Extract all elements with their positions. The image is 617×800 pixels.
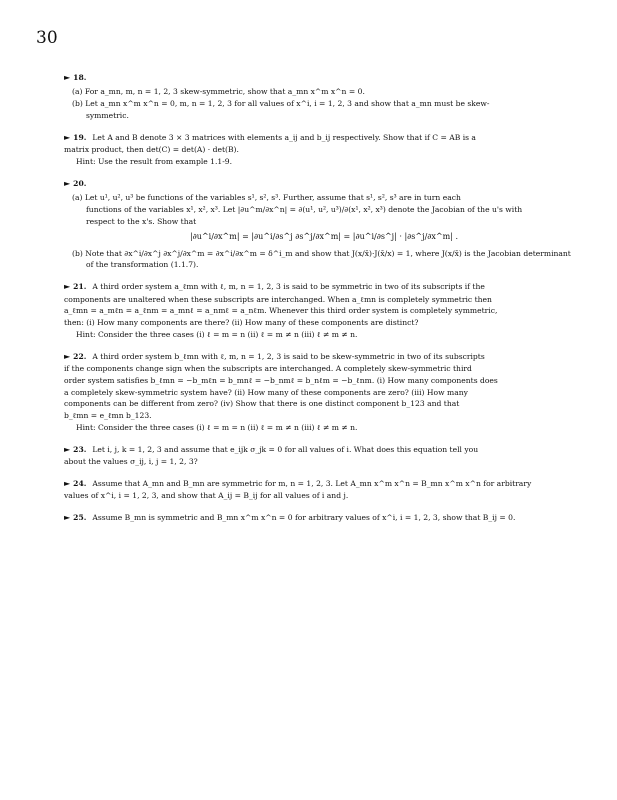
problem-number: 23. bbox=[73, 444, 87, 454]
problem-number: 21. bbox=[73, 282, 87, 292]
problem-24 bbox=[64, 478, 584, 502]
problem-number: 24. bbox=[73, 478, 87, 488]
problem-text: functions of the variables x¹, x², x³. Let |∂u^m/∂x^n| = ∂(u¹, u², u³)/∂(x¹, x², x³) denote the Jacobian of the u's with bbox=[86, 204, 523, 214]
problem-text: A third order system a_ℓmn with ℓ, m, n = 1, 2, 3 is said to be symmetric in two of its subscripts if the bbox=[92, 282, 485, 292]
problem-text: Assume B_mn is symmetric and B_mn x^m x^n = 0 for arbitrary values of x^i, i = 1, 2, 3, show that B_ij = 0. bbox=[92, 512, 516, 522]
pointer-icon: ► bbox=[64, 132, 71, 142]
problem-number: 20. bbox=[73, 178, 87, 188]
problem-text: values of x^i, i = 1, 2, 3, and show that A_ij = B_ij for all values of i and j. bbox=[64, 491, 349, 501]
problem-22 bbox=[64, 351, 584, 434]
problem-text: about the values σ_ij, i, j = 1, 2, 3? bbox=[64, 457, 198, 467]
problem-18 bbox=[64, 72, 584, 122]
pointer-icon: ► bbox=[64, 282, 71, 292]
page-number: 30 bbox=[36, 28, 58, 48]
problem-text: (b) Let a_mn x^m x^n = 0, m, n = 1, 2, 3 for all values of x^i, i = 1, 2, 3 and show that a_mn must be skew- bbox=[72, 99, 490, 109]
problem-text: components can be different from zero? (iv) Show that there is one distinct component b_123 and that bbox=[64, 399, 460, 409]
problem-19 bbox=[64, 132, 584, 168]
hint-text: Hint: Consider the three cases (i) ℓ = m = n (ii) ℓ = m ≠ n (iii) ℓ ≠ m ≠ n. bbox=[76, 329, 358, 339]
problem-text: Let i, j, k = 1, 2, 3 and assume that e_ijk σ_jk = 0 for all values of i. What does this equation tell you bbox=[92, 444, 479, 454]
problem-list bbox=[64, 72, 584, 534]
problem-number: 18. bbox=[73, 73, 87, 82]
problem-21 bbox=[64, 281, 584, 340]
problem-text: matrix product, then det(C) = det(A) · det(B). bbox=[64, 145, 239, 155]
problem-23 bbox=[64, 444, 584, 468]
hint-text: Hint: Consider the three cases (i) ℓ = m = n (ii) ℓ = m ≠ n (iii) ℓ ≠ m ≠ n. bbox=[76, 422, 358, 432]
problem-text: of the transformation (1.1.7). bbox=[86, 260, 199, 270]
problem-text: (a) For a_mn, m, n = 1, 2, 3 skew-symmetric, show that a_mn x^m x^n = 0. bbox=[72, 87, 365, 97]
pointer-icon: ► bbox=[64, 512, 71, 522]
problem-text: b_ℓmn = e_ℓmn b_123. bbox=[64, 411, 152, 421]
problem-text: a_ℓmn = a_mℓn = a_ℓnm = a_mnℓ = a_nmℓ = a_nℓm. Whenever this third order system is completely symmetric, bbox=[64, 306, 498, 316]
problem-text: Assume that A_mn and B_mn are symmetric for m, n = 1, 2, 3. Let A_mn x^m x^n = B_mn x^m x^n for arbitrary bbox=[92, 478, 532, 488]
problem-text: Let A and B denote 3 × 3 matrices with elements a_ij and b_ij respectively. Show that if C = AB is a bbox=[92, 132, 476, 142]
problem-text: (b) Note that ∂x^i/∂x^j ∂x^j/∂x^m = ∂x^i/∂x^m = δ^i_m and show that J(x/x̄)·J(x̄/x) = 1, where J(x/x̄) is the Jacobian determinant bbox=[72, 248, 571, 258]
pointer-icon: ► bbox=[64, 444, 71, 454]
hint-text: Hint: Use the result from example 1.1-9. bbox=[76, 156, 233, 166]
pointer-icon: ► bbox=[64, 73, 71, 82]
problem-number: 25. bbox=[73, 512, 87, 522]
problem-20 bbox=[64, 178, 584, 272]
display-equation: |∂u^i/∂x^m| = |∂u^i/∂s^j ∂s^j/∂x^m| = |∂u^i/∂s^j| · |∂s^j/∂x^m| . bbox=[189, 232, 459, 242]
pointer-icon: ► bbox=[64, 478, 71, 488]
problem-text: components are unaltered when these subscripts are interchanged. When a_ℓmn is completely symmetric then bbox=[64, 294, 492, 304]
problem-text: then: (i) How many components are there? (ii) How many of these components are distinct? bbox=[64, 318, 419, 328]
problem-text: A third order system b_ℓmn with ℓ, m, n = 1, 2, 3 is said to be skew-symmetric in two of its subscripts bbox=[92, 351, 485, 361]
problem-text: symmetric. bbox=[86, 110, 129, 120]
problem-number: 22. bbox=[73, 351, 87, 361]
problem-text: respect to the x's. Show that bbox=[86, 216, 197, 226]
problem-text: order system satisfies b_ℓmn = −b_mℓn = b_mnℓ = −b_nmℓ = b_nℓm = −b_ℓnm. (i) How many components does bbox=[64, 375, 498, 385]
pointer-icon: ► bbox=[64, 351, 71, 361]
problem-number: 19. bbox=[73, 132, 87, 142]
problem-text: (a) Let u¹, u², u³ be functions of the variables s¹, s², s³. Further, assume that s¹, s², s³ are in turn each bbox=[72, 193, 461, 202]
problem-text: if the components change sign when the subscripts are interchanged. A completely skew-symmetric third bbox=[64, 364, 472, 374]
problem-25 bbox=[64, 512, 584, 524]
problem-text: a completely skew-symmetric system have? (ii) How many of these components are zero? (iii) How many bbox=[64, 387, 468, 397]
pointer-icon: ► bbox=[64, 178, 71, 188]
